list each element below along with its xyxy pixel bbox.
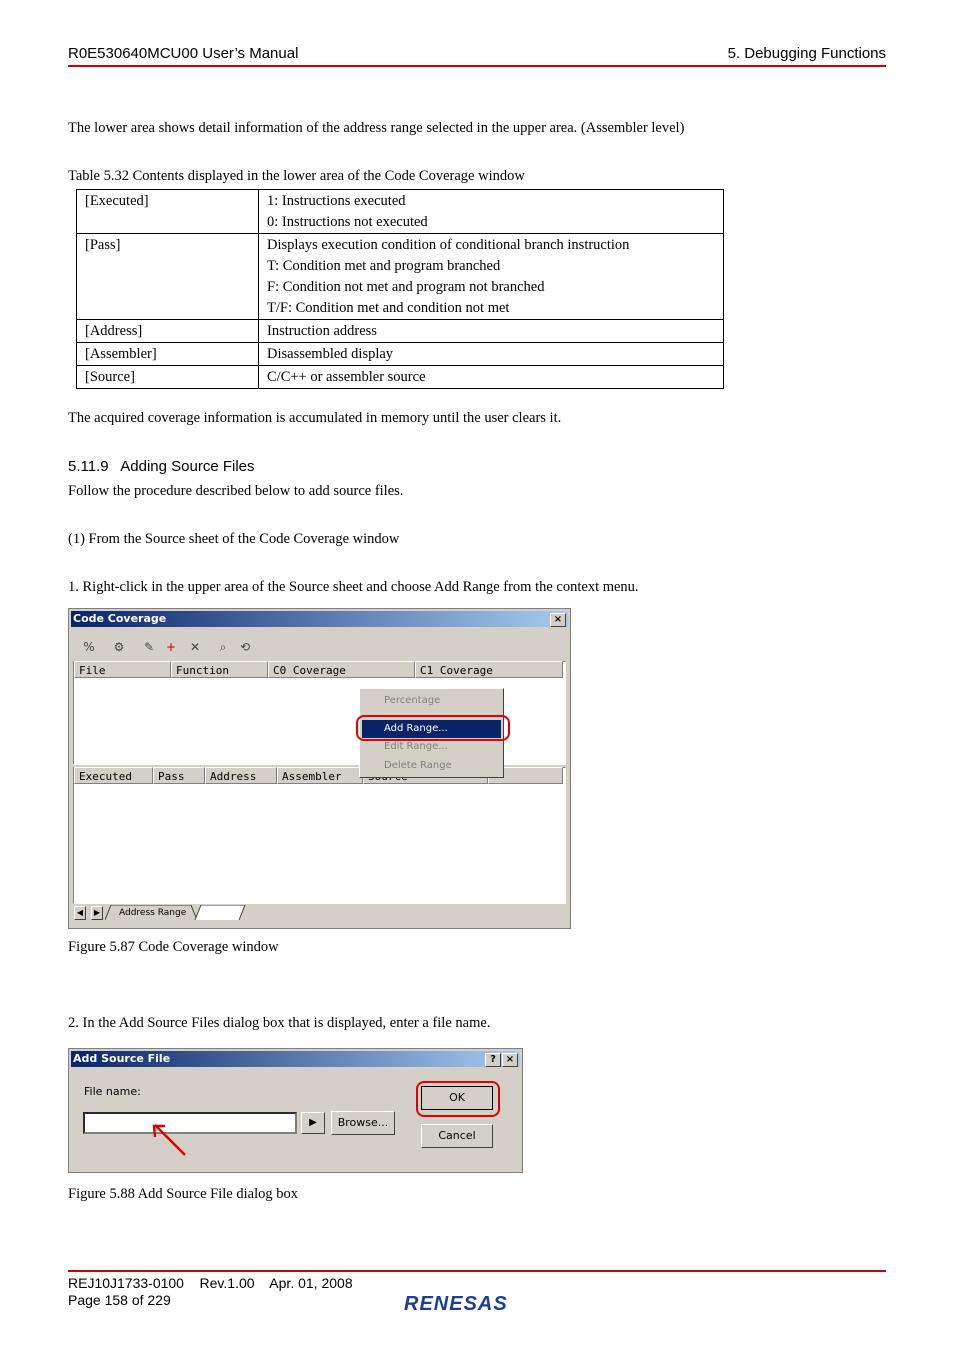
- scroll-right-icon[interactable]: ▶: [91, 906, 103, 920]
- red-arrow-icon: [149, 1121, 189, 1161]
- close-icon[interactable]: ×: [502, 1053, 518, 1067]
- file-name-label: File name:: [84, 1085, 141, 1098]
- column-header-c1[interactable]: C1 Coverage: [415, 661, 563, 678]
- table-row: [77, 190, 724, 234]
- add-source-file-dialog: [68, 1048, 523, 1173]
- table-cell: C/C++ or assembler source: [259, 366, 724, 389]
- table-cell: [Executed]: [77, 190, 259, 234]
- ok-button[interactable]: OK: [421, 1086, 493, 1110]
- desc-line: T: Condition met and program branched: [267, 258, 501, 274]
- column-header-address[interactable]: Address: [205, 767, 277, 784]
- table-caption: Table 5.32 Contents displayed in the lower area of the Code Coverage window: [68, 168, 525, 184]
- table-row: [77, 320, 724, 343]
- header-rule: [68, 65, 886, 67]
- menu-item-edit-range[interactable]: Edit Range...: [384, 741, 448, 752]
- window-title: Code Coverage: [71, 611, 568, 627]
- table-cell: Disassembled display: [259, 343, 724, 366]
- highlight-ring: [416, 1081, 500, 1117]
- column-header-file[interactable]: File: [74, 661, 171, 678]
- column-header-c0[interactable]: C0 Coverage: [268, 661, 415, 678]
- close-icon[interactable]: ×: [550, 613, 566, 627]
- add-icon[interactable]: +: [165, 640, 177, 654]
- step-1: 1. Right-click in the upper area of the Source sheet and choose Add Range from the context menu.: [68, 579, 639, 595]
- menu-item-delete-range[interactable]: Delete Range: [384, 760, 452, 771]
- desc-line: 0: Instructions not executed: [267, 214, 428, 230]
- highlight-ring: [356, 715, 510, 741]
- settings-icon[interactable]: ⚙: [113, 640, 125, 654]
- find-icon[interactable]: ⌕: [219, 640, 227, 654]
- table-row: [77, 343, 724, 366]
- table-cell: [259, 234, 724, 320]
- figure-caption-2: Figure 5.88 Add Source File dialog box: [68, 1186, 298, 1202]
- accumulated-paragraph: The acquired coverage information is accumulated in memory until the user clears it.: [68, 410, 562, 426]
- page-number: Page 158 of 229: [68, 1292, 171, 1308]
- menu-item-add-range[interactable]: Add Range...: [362, 720, 501, 738]
- section-heading: 5.11.9 Adding Source Files: [68, 458, 255, 475]
- table-cell: [Assembler]: [77, 343, 259, 366]
- dialog-title: Add Source File: [71, 1051, 520, 1067]
- column-header-executed[interactable]: Executed: [74, 767, 153, 784]
- table-cell: Instruction address: [259, 320, 724, 343]
- lower-list[interactable]: [73, 767, 566, 904]
- intro-paragraph: The lower area shows detail information of the address range selected in the upper area. (Assembler level): [68, 120, 685, 136]
- renesas-logo: RENESAS: [404, 1293, 508, 1315]
- column-header-assembler[interactable]: Assembler: [277, 767, 363, 784]
- column-header-pass[interactable]: Pass: [153, 767, 205, 784]
- table-row: [77, 234, 724, 320]
- desc-line: F: Condition not met and program not branched: [267, 279, 545, 295]
- desc-line: Displays execution condition of conditional branch instruction: [267, 237, 630, 253]
- doc-number: REJ10J1733-0100 Rev.1.00 Apr. 01, 2008: [68, 1275, 353, 1291]
- desc-line: 1: Instructions executed: [267, 193, 406, 209]
- column-header-function[interactable]: Function: [171, 661, 268, 678]
- contents-table: [76, 189, 724, 389]
- delete-icon[interactable]: ✕: [189, 640, 201, 654]
- figure-caption-1: Figure 5.87 Code Coverage window: [68, 939, 279, 955]
- tab-outline: [105, 905, 285, 921]
- refresh-icon[interactable]: ⟲: [239, 640, 251, 654]
- file-name-input[interactable]: [83, 1112, 297, 1134]
- percentage-icon[interactable]: %: [83, 640, 95, 654]
- table-cell: [Source]: [77, 366, 259, 389]
- cancel-button[interactable]: Cancel: [421, 1124, 493, 1148]
- sub-heading: (1) From the Source sheet of the Code Coverage window: [68, 531, 400, 547]
- chapter-title: 5. Debugging Functions: [727, 45, 886, 62]
- tab-address-range[interactable]: Address Range: [119, 908, 187, 918]
- table-row: [77, 366, 724, 389]
- help-icon[interactable]: ?: [485, 1053, 501, 1067]
- section-text: Follow the procedure described below to add source files.: [68, 483, 404, 499]
- footer-rule: [68, 1270, 886, 1272]
- code-coverage-window: [68, 608, 571, 929]
- table-cell: [259, 190, 724, 234]
- table-cell: [Pass]: [77, 234, 259, 320]
- scroll-left-icon[interactable]: ◀: [74, 906, 86, 920]
- table-cell: [Address]: [77, 320, 259, 343]
- browse-button[interactable]: Browse...: [331, 1111, 395, 1135]
- desc-line: T/F: Condition met and condition not met: [267, 300, 510, 316]
- edit-icon[interactable]: ✎: [143, 640, 155, 654]
- manual-title: R0E530640MCU00 User’s Manual: [68, 45, 299, 62]
- menu-item-percentage[interactable]: Percentage: [384, 695, 441, 706]
- step-2: 2. In the Add Source Files dialog box that is displayed, enter a file name.: [68, 1015, 491, 1031]
- history-arrow-button[interactable]: ▶: [301, 1112, 325, 1134]
